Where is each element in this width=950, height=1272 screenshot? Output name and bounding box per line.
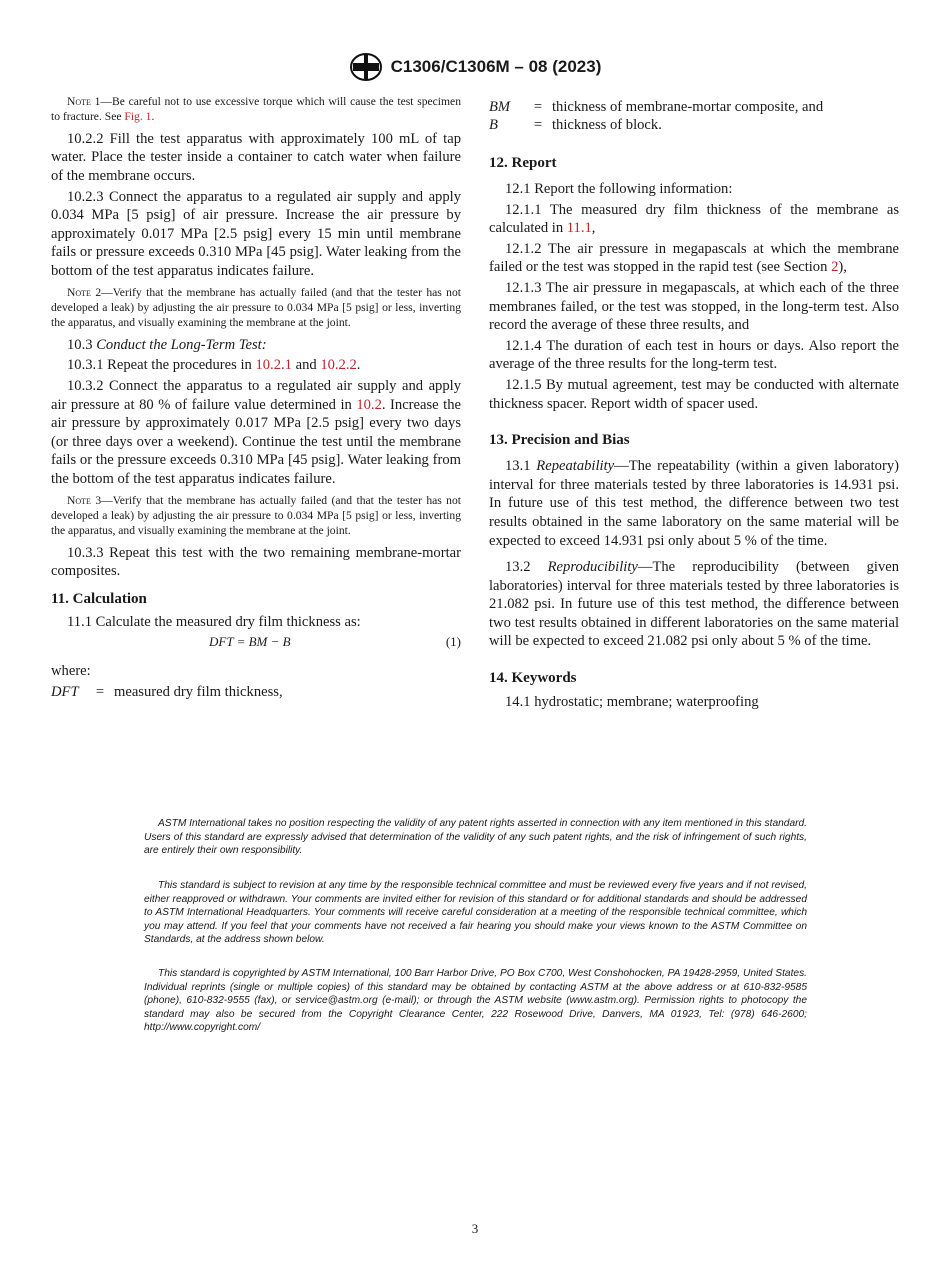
para-10-2-2: 10.2.2 Fill the test apparatus with approximately 100 mL of tap water. Place the tester inside a container to catch water when failure of the membrane occurs. [51, 130, 461, 184]
para-12-1-4: 12.1.4 The duration of each test in hours or days. Also report the average of the three results for the long-term test. [489, 337, 899, 373]
left-column [51, 94, 461, 701]
para-11-1: 11.1 Calculate the measured dry film thickness as: [67, 613, 361, 630]
definition-b: B = thickness of block. [489, 117, 662, 133]
para-12-1-1: 12.1.1 The measured dry film thickness of the membrane as calculated in 11.1, [489, 201, 899, 237]
where-label: where: [51, 662, 91, 679]
ref-10-2-link[interactable]: 10.2 [356, 396, 382, 413]
para-12-1-3: 12.1.3 The air pressure in megapascals, at which each of the three membranes failed, or the test was stopped, in the long-term test. Also record the average of these three results, and [489, 279, 899, 334]
document-title: C1306/C1306M – 08 (2023) [390, 57, 602, 76]
para-10-2-3: 10.2.3 Connect the apparatus to a regulated air supply and apply 0.034 MPa [5 psig] of air pressure. Increase the air pressure by approximately 0.017 MPa [2.5 psig] every 15 min until membrane fails or pressure exceeds 0.310 MPa [45 psig]. Water leaking from the bottom of the test apparatus indicates failure. [51, 188, 461, 279]
heading-precision-bias: 13. Precision and Bias [489, 432, 630, 449]
heading-calculation: 11. Calculation [51, 590, 147, 607]
page-number: 3 [471, 1221, 479, 1236]
page-header [0, 52, 950, 87]
para-13-1: 13.1 Repeatability—The repeatability (within a given laboratory) interval for three materials tested by three laboratories is 14.931 psi. In future use of this test method, the difference between two test results obtained in the same laboratory on the same material will be expected to exceed 14.931 psi only about 5 % of the time. [489, 458, 899, 549]
footer-revision-notice: This standard is subject to revision at any time by the responsible technical committee and must be reviewed every five years and if not revised, either reapproved or withdrawn. Your comments are invited either for revision of this standard or for additional standards and should be addressed to ASTM International Headquarters. Your comments will receive careful consideration at a meeting of the responsible technical committee, which you may attend. If you feel that your comments have not received a fair hearing you should make your views known to the ASTM Committee on Standards, at the address shown below. [144, 880, 807, 946]
para-12-1-5: 12.1.5 By mutual agreement, test may be conducted with alternate thickness spacer. Report width of spacer used. [489, 376, 899, 412]
footer-copyright-notice: This standard is copyrighted by ASTM International, 100 Barr Harbor Drive, PO Box C700, West Conshohocken, PA 19428-2959, United States. Individual reprints (single or multiple copies) of this standard may be obtained by contacting ASTM at the above address or at 610-832-9585 (phone), 610-832-9555 (fax), or service@astm.org (e-mail); or through the ASTM website (www.astm.org). Permission rights to photocopy the standard may also be secured from the Copyright Clearance Center, 222 Rosewood Drive, Danvers, MA 01923, Tel: (978) 646-2600; http://www.copyright.com/ [144, 968, 807, 1034]
footer-patent-notice: ASTM International takes no position respecting the validity of any patent rights asserted in connection with any item mentioned in this standard. Users of this standard are expressly advised that determination of the validity of any such patent rights, and the risk of infringement of such rights, are entirely their own responsibility. [144, 818, 807, 857]
definition-dft: DFT = measured dry film thickness, [51, 684, 283, 701]
definition-bm: BM = thickness of membrane-mortar composite, and [489, 99, 824, 115]
ref-section-2-link[interactable]: 2 [831, 259, 839, 276]
para-10-3: 10.3 Conduct the Long-Term Test: [67, 336, 267, 353]
para-10-3-2: 10.3.2 Connect the apparatus to a regulated air supply and apply air pressure at 80 % of failure value determined in 10.2. Increase the air pressure by approximately 0.017 MPa [2.5 psig] every two days (or three days over a weekend). Continue the test until the membrane fails or the pressure exceeds 0.310 MPa [45 psig]. Water leaking from the bottom of the test apparatus indicates failure. [51, 377, 461, 487]
heading-report: 12. Report [489, 155, 557, 171]
right-column [489, 98, 899, 714]
heading-keywords: 14. Keywords [489, 670, 577, 687]
equation-text: DFT = BM − B [209, 633, 291, 649]
para-10-3-3: 10.3.3 Repeat this test with the two remaining membrane-mortar composites. [51, 544, 461, 580]
fig-1-link[interactable]: Fig. 1 [124, 110, 152, 124]
para-12-1: 12.1 Report the following information: [505, 181, 733, 197]
equation-1 [51, 634, 461, 650]
equation-number: (1) [445, 633, 461, 649]
note-2: Note 2—Verify that the membrane has actually failed (and that the tester has not developed a leak) by adjusting the air pressure to 0.034 MPa [5 psig] or less, inverting the apparatus, and visually examining the membrane at the joint. [51, 285, 461, 330]
ref-11-1-link[interactable]: 11.1 [566, 220, 592, 237]
para-14-1: 14.1 hydrostatic; membrane; waterproofing [505, 694, 759, 711]
note-1: Note 1—Be careful not to use excessive torque which will cause the test specimen to fracture. See Fig. 1. [51, 95, 461, 124]
para-10-3-1: 10.3.1 Repeat the procedures in 10.2.1 and 10.2.2. [67, 357, 361, 374]
ref-10-2-1-link[interactable]: 10.2.1 [255, 357, 292, 374]
para-12-1-2: 12.1.2 The air pressure in megapascals at which the membrane failed or the test was stopped in the rapid test (see Section 2), [489, 240, 899, 276]
ref-10-2-2-link[interactable]: 10.2.2 [320, 357, 357, 374]
para-13-2: 13.2 Reproducibility—The reproducibility (between given laboratories) interval for three materials tested by three laboratories is 21.082 psi. In future use of this test method, the difference between two test results obtained in different laboratories on the same material will be expected to exceed 21.082 psi only about 5 % of the time. [489, 559, 900, 650]
astm-logo-icon [349, 52, 383, 82]
note-3: Note 3—Verify that the membrane has actually failed (and that the tester has not developed a leak) by adjusting the air pressure to 0.034 MPa [5 psig] or less, inverting the apparatus, and visually examining the membrane at the joint. [51, 493, 461, 538]
